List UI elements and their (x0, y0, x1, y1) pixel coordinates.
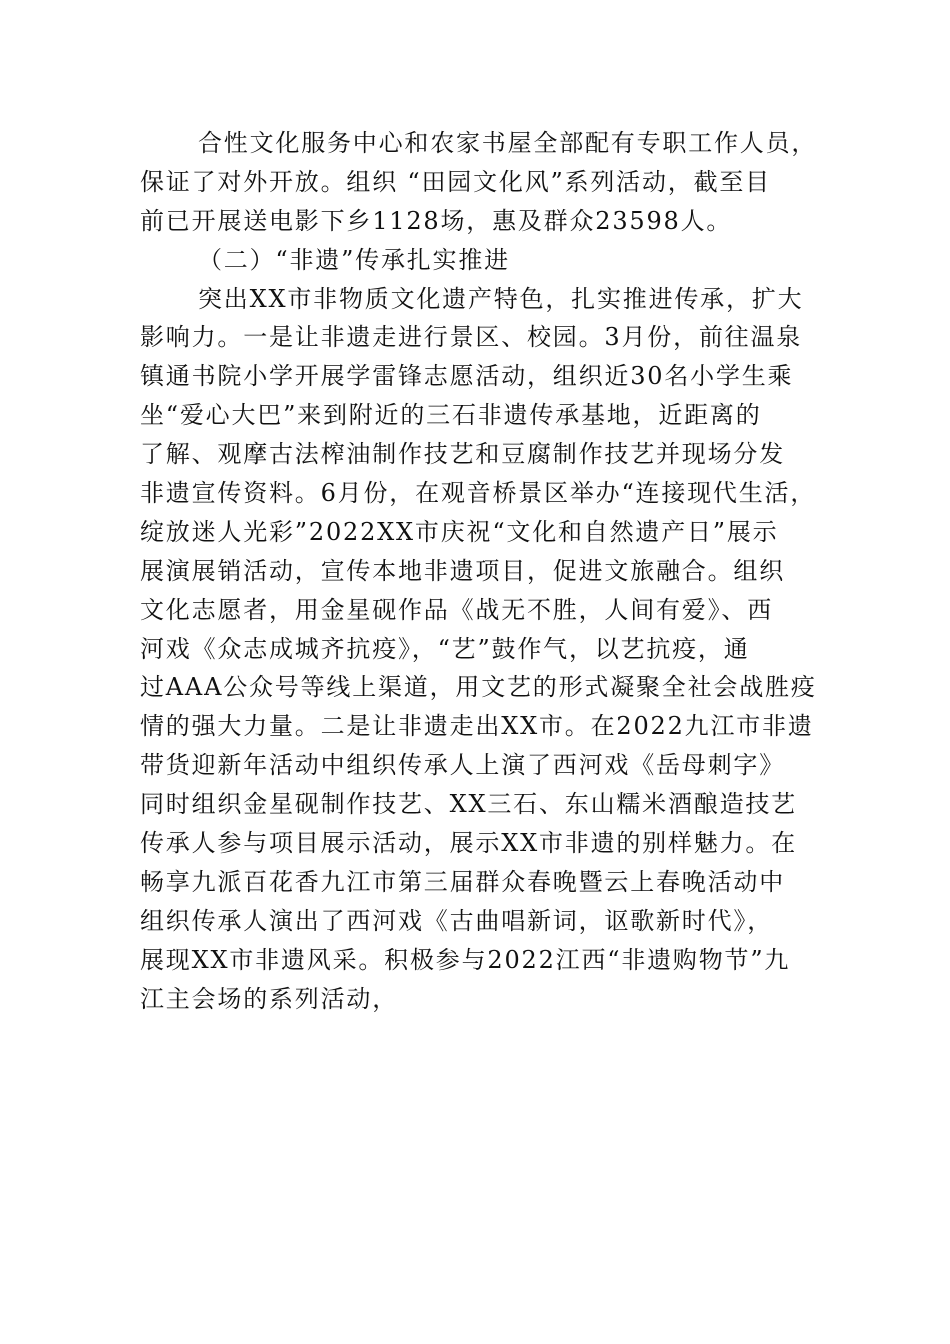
text-line: 组织传承人演出了西河戏《古曲唱新词，讴歌新时代》， (140, 906, 773, 935)
text-line: 文化志愿者，用金星砚作品《战无不胜，人间有爱》、西 (140, 595, 773, 624)
text-line: 突出XX市非物质文化遗产特色，扎实推进传承，扩大 (198, 284, 804, 313)
text-line: 河戏《众志成城齐抗疫》，“艺”鼓作气，以艺抗疫，通 (140, 634, 750, 663)
section-heading: （二）“非遗”传承扎实推进 (198, 245, 510, 274)
text-line: 镇通书院小学开展学雷锋志愿活动，组织近30名小学生乘 (140, 362, 794, 391)
text-line: 情的强大力量。二是让非遗走出XX市。在2022九江市非遗 (140, 712, 814, 741)
text-line: 保证了对外开放。组织 “田园文化风”系列活动，截至目 (140, 167, 771, 196)
text-line: 带货迎新年活动中组织传承人上演了西河戏《岳母刺字》 (140, 751, 785, 780)
text-line: 展演展销活动，宣传本地非遗项目，促进文旅融合。组织 (140, 556, 785, 585)
text-line: 过AAA公众号等线上渠道，用文艺的形式凝聚全社会战胜疫 (140, 673, 817, 702)
text-line: 绽放迷人光彩”2022XX市庆祝“文化和自然遗产日”展示 (140, 517, 779, 546)
text-line: 坐“爱心大巴”来到附近的三石非遗传承基地，近距离的 (140, 401, 762, 430)
text-line: 展现XX市非遗风采。积极参与2022江西“非遗购物节”九 (140, 945, 791, 974)
text-line: 江主会场的系列活动， (140, 984, 398, 1013)
text-line: 同时组织金星砚制作技艺、XX三石、东山糯米酒酿造技艺 (140, 790, 797, 819)
text-line: 合性文化服务中心和农家书屋全部配有专职工作人员， (198, 129, 818, 157)
text-line: 传承人参与项目展示活动，展示XX市非遗的别样魅力。在 (140, 829, 797, 858)
text-line: 畅享九派百花香九江市第三届群众春晚暨云上春晚活动中 (140, 867, 785, 896)
text-line: 影响力。一是让非遗走进行景区、校园。3月份，前往温泉 (140, 323, 803, 352)
document-body (140, 124, 820, 1018)
text-line: 非遗宣传资料。6月份，在观音桥景区举办“连接现代生活， (140, 479, 817, 508)
text-line: 了解、观摩古法榨油制作技艺和豆腐制作技艺并现场分发 (140, 440, 785, 469)
text-line: 前已开展送电影下乡1128场，惠及群众23598人。 (140, 206, 733, 235)
